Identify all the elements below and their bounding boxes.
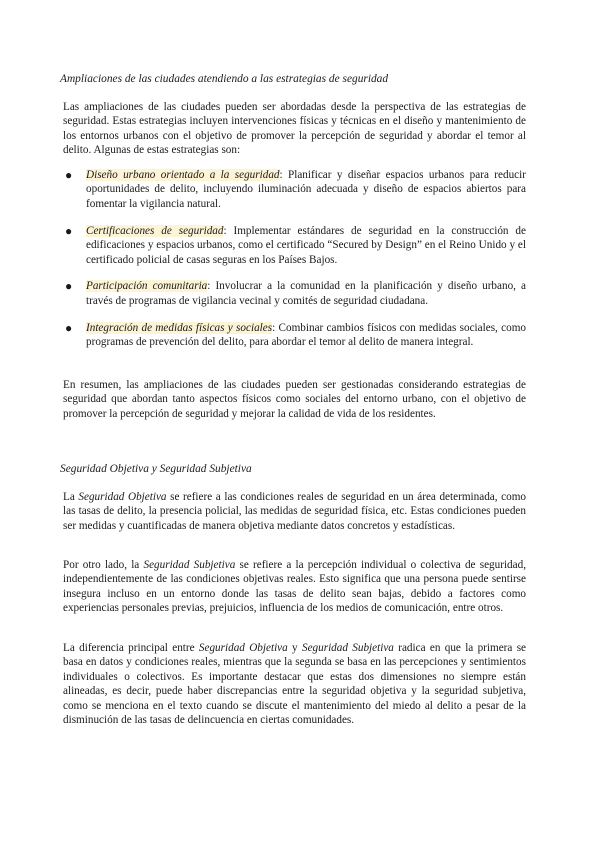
strategy-term: Diseño urbano orientado a la seguridad — [86, 169, 280, 181]
strategy-term: Certificaciones de seguridad — [86, 224, 224, 237]
strategy-separator: : — [272, 321, 276, 334]
list-item — [63, 224, 526, 267]
section-heading-seguridad: Seguridad Objetiva y Seguridad Subjetiva — [60, 463, 252, 475]
list-item — [63, 168, 526, 211]
subjective-security-paragraph — [63, 558, 526, 616]
strategy-term: Integración de medidas físicas y sociales — [86, 321, 273, 334]
text-run: se refiere a las condiciones reales de seguridad en un área determinada, como las tasas de delito, la presencia policial, las medidas de seguridad física, etc. Estas condiciones pueden ser medidas y cuantificadas de manera objetiva mediante datos concretos y estadísticas. — [63, 491, 526, 532]
strategy-separator: : — [207, 280, 211, 293]
strategy-term: Participación comunitaria — [86, 280, 208, 293]
term-seguridad-objetiva: Seguridad Objetiva — [78, 491, 167, 503]
text-run: se refiere a la percepción individual o colectiva de seguridad, independientemente de las condiciones objetivas reales. Esto significa que una persona puede sentirse insegura incluso en un entorno donde las tasas de delito sean bajas, debido a factores como experiencias personales previas, prejuicios, influencia de los medios de comunicación, entre otros. — [63, 559, 527, 615]
strategy-description: Implementar estándares de seguridad en la construcción de edificaciones y espacios urbanos, como el certificado “Secured by Design” en el Reino Unido y el certificado policial de casas seguras en los Países Bajos. — [86, 224, 526, 266]
section-heading-ampliaciones: Ampliaciones de las ciudades atendiendo a las estrategias de seguridad — [60, 73, 389, 85]
text-run: Por otro lado, la — [63, 559, 144, 571]
text-run: y — [287, 642, 302, 654]
intro-paragraph: Las ampliaciones de las ciudades pueden ser abordadas desde la perspectiva de las estrategias de seguridad. Estas estrategias incluyen intervenciones físicas y técnicas en el diseño y mantenimiento de los entornos urbanos con el objetivo de promover la percepción de seguridad y abordar el temor al delito. Algunas de estas estrategias son: — [63, 101, 526, 157]
strategy-description: Combinar cambios físicos con medidas sociales, como programas de prevención del delito, para abordar el temor al delito de manera integral. — [86, 321, 526, 349]
difference-paragraph — [63, 641, 526, 727]
text-run: La diferencia principal entre — [63, 642, 199, 654]
strategy-separator: : — [223, 224, 227, 237]
term-seguridad-objetiva: Seguridad Objetiva — [198, 642, 288, 654]
strategy-separator: : — [279, 169, 283, 181]
text-run: La — [63, 491, 79, 503]
strategy-description: Planificar y diseñar espacios urbanos para reducir oportunidades de delito, incluyendo iluminación adecuada y diseño de espacios abiertos para fomentar la vigilancia natural. — [86, 169, 526, 210]
bullet-icon: ● — [65, 223, 73, 238]
term-seguridad-subjetiva: Seguridad Subjetiva — [143, 559, 236, 571]
text-run: radica en que la primera se basa en datos y condiciones reales, mientras que la segunda se basa en las percepciones y sentimientos individuales o colectivos. Es importante destacar que estas dos dimensiones no siempre están alineadas, es decir, puede haber discrepancias entre la seguridad objetiva y la seguridad subjetiva, como se menciona en el texto cuando se discute el mantenimiento del miedo al delito a pesar de la disminución de las tasas de delincuencia en ciertas comunidades. — [63, 642, 527, 727]
bullet-icon: ● — [65, 279, 73, 294]
term-seguridad-subjetiva: Seguridad Subjetiva — [301, 642, 394, 654]
bullet-icon: ● — [65, 168, 73, 182]
strategy-description: Involucrar a la comunidad en la planificación y diseño urbano, a través de programas de vigilancia vecinal y comités de seguridad ciudadana. — [86, 280, 526, 307]
bullet-icon: ● — [65, 320, 73, 335]
strategies-list — [63, 168, 526, 362]
list-item — [63, 321, 526, 350]
objective-security-paragraph — [63, 490, 526, 533]
list-item — [63, 279, 526, 308]
summary-paragraph: En resumen, las ampliaciones de las ciudades pueden ser gestionadas considerando estrategias de seguridad que abordan tanto aspectos físicos como sociales del entorno urbano, con el objetivo de promover la percepción de seguridad y mejorar la calidad de vida de los residentes. — [63, 379, 526, 420]
